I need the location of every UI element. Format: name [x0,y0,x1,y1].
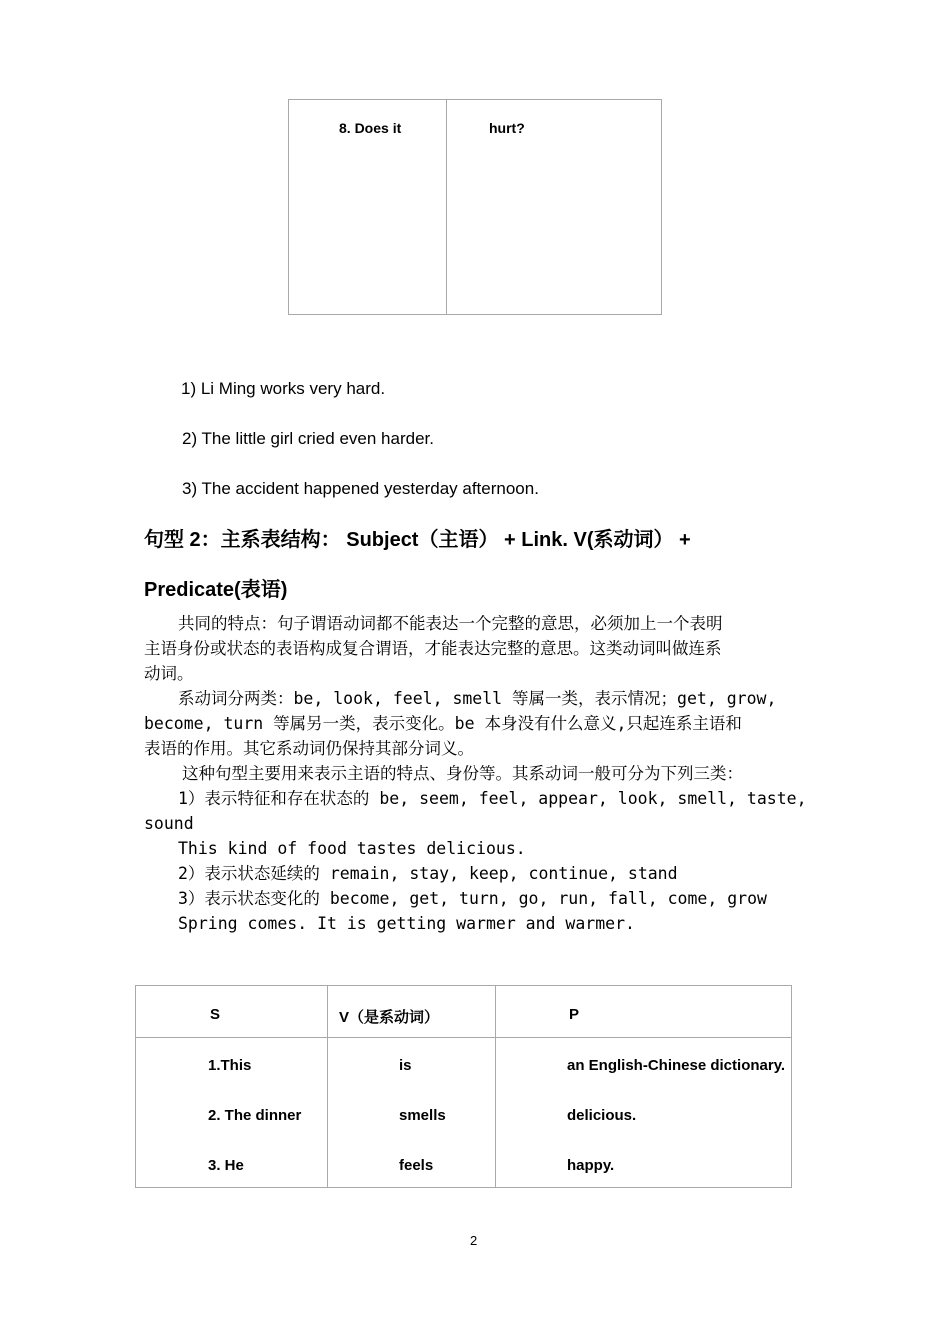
example-sentence: 2) The little girl cried even harder. [182,429,434,448]
paragraph-line: 2）表示状态延续的 remain, stay, keep, continue, stand [178,864,678,883]
table-header-p: P [569,1006,580,1023]
table-cell: 8. Does it [339,120,402,136]
table-header-s: S [210,1006,221,1023]
paragraph-line: 动词。 [144,664,194,683]
paragraph-line: 1）表示特征和存在状态的 be, seem, feel, appear, look, smell, taste, [178,789,807,808]
paragraph-line: 这种句型主要用来表示主语的特点、身份等。其系动词一般可分为下列三类： [182,764,743,783]
paragraph-line: 主语身份或状态的表语构成复合谓语，才能表达完整的意思。这类动词叫做连系 [144,639,722,658]
table-divider [327,986,328,1187]
paragraph-line: This kind of food tastes delicious. [178,839,526,858]
table-cell: happy. [567,1157,615,1174]
paragraph-line: 表语的作用。其它系动词仍保持其部分词义。 [144,739,474,758]
paragraph-line: 3）表示状态变化的 become, get, turn, go, run, fall, come, grow [178,889,767,908]
table-cell: is [399,1057,412,1074]
table-cell: 2. The dinner [208,1107,302,1124]
table-cell: 3. He [208,1157,244,1174]
example-table-top [288,99,662,315]
section-heading: 句型 2：主系表结构： Subject（主语） + Link. V(系动词） + [144,529,691,551]
table-cell: smells [399,1107,446,1124]
table-divider [446,100,447,314]
paragraph-line: become, turn 等属另一类，表示变化。be 本身没有什么意义,只起连系主语和 [144,714,742,733]
table-cell: delicious. [567,1107,637,1124]
table-cell: an English-Chinese dictionary. [567,1057,786,1074]
paragraph-line: 共同的特点：句子谓语动词都不能表达一个完整的意思，必须加上一个表明 [178,614,723,633]
table-divider [495,986,496,1187]
table-header-v: V（是系动词） [339,1009,440,1026]
paragraph-line: 系动词分两类：be, look, feel, smell 等属一类，表示情况；get, grow, [178,689,777,708]
example-table-bottom [135,985,792,1188]
example-sentence: 3) The accident happened yesterday afternoon. [182,479,539,498]
page-number: 2 [470,1233,478,1248]
table-cell: 1.This [208,1057,252,1074]
table-divider [136,1037,791,1038]
paragraph-line: sound [144,814,194,833]
section-heading-cont: Predicate(表语) [144,579,288,601]
example-sentence: 1) Li Ming works very hard. [181,379,386,398]
table-cell: feels [399,1157,434,1174]
table-cell: hurt? [489,120,525,136]
paragraph-line: Spring comes. It is getting warmer and warmer. [178,914,635,933]
